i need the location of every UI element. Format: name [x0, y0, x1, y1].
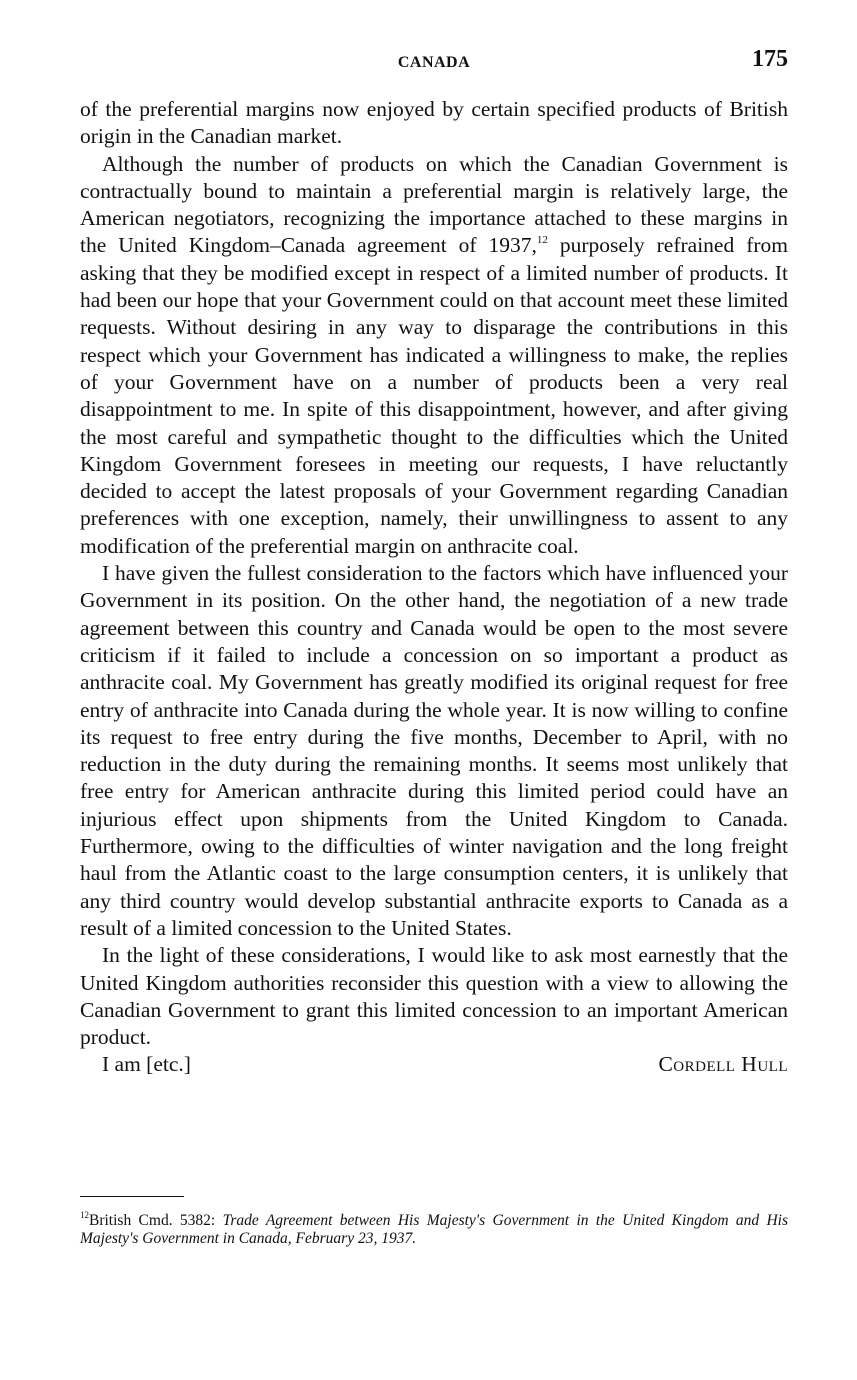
footnote-reference: 12 — [536, 234, 548, 247]
paragraph-text: Although the number of products on which the Canadian Government is contractually bound to maintain a preferential margin is relatively large, the American negotiators, recognizing the importance attached to these margins in the United Kingdom–Canada agreement of 1937, — [80, 151, 788, 258]
paragraph-anthracite: I have given the fullest consideration to the factors which have influenced your Government in its position. On the other hand, the negotiation of a new trade agreement between this country and Canada would be open to the most severe criticism if it failed to include a concession on so important a product as anthracite coal. My Government has greatly modified its original request for free entry of anthracite into Canada during the whole year. It is now willing to confine its request to free entry during the five months, December to April, with no reduction in the duty during the remaining months. It seems most unlikely that free entry for American anthracite during this limited period could have an injurious effect upon shipments from the United Kingdom to Canada. Furthermore, owing to the difficulties of winter navigation and the long freight haul from the Atlantic coast to the large consumption centers, it is unlikely that any third country would develop substantial anthracite exports to Canada as a result of a limited concession to the United States. — [80, 561, 788, 940]
page-header — [80, 46, 788, 82]
closing-phrase: I am [etc.] — [102, 1052, 191, 1077]
footnote-source: British Cmd. 5382: — [89, 1212, 223, 1229]
footnote — [80, 1212, 788, 1248]
footnote-title: Trade Agreement between His Majesty's Government in the United Kingdom and His Majesty's Government in Canada, February 23, 1937. — [80, 1212, 788, 1247]
footnote-marker: 12 — [80, 1210, 89, 1220]
body-text — [80, 96, 788, 1079]
paragraph-text: purposely refrained from asking that they be modified except in respect of a limited number of products. It had been our hope that your Government could on that account meet these limited requests. Without desiring in any way to disparage the contributions in this respect which your Government has indicated a willingness to make, the replies of your Government have on a number of products been a very real disappointment to me. In spite of this disappointment, however, and after giving the most careful and sympathetic thought to the difficulties which the United Kingdom Government foresees in meeting our requests, I have reluctantly decided to accept the latest proposals of your Government regarding Canadian preferences with one exception, namely, their unwillingness to assent to any modification of the preferential margin on anthracite coal. — [80, 233, 788, 558]
letter-closing — [80, 1051, 788, 1078]
paragraph-preferences — [80, 151, 788, 560]
footnote-rule — [80, 1196, 184, 1197]
running-head: CANADA — [397, 54, 471, 71]
signature: Cordell Hull — [658, 1052, 788, 1077]
paragraph-continued: of the preferential margins now enjoyed by certain specified products of British origin in the Canadian market. — [80, 97, 788, 149]
paragraph-request: In the light of these considerations, I would like to ask most earnestly that the United Kingdom authorities reconsider this question with a view to allowing the Canadian Government to grant this limited concession to an important American product. — [80, 943, 788, 1050]
page-number: 175 — [752, 46, 788, 72]
